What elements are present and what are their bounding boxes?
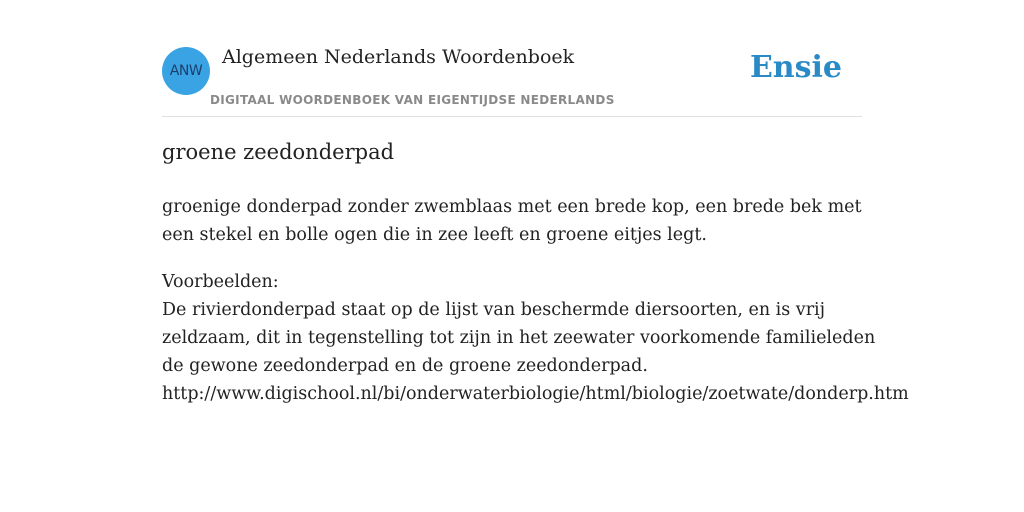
examples-label: Voorbeelden: (162, 272, 279, 292)
example-line: zeldzaam, dit in tegenstelling tot zijn in het zeewater voorkomende familieleden (162, 328, 876, 348)
site-header (162, 40, 862, 117)
site-subtitle: DIGITAAL WOORDENBOEK VAN EIGENTIJDSE NEDERLANDS (210, 93, 615, 107)
source-url: http://www.digischool.nl/bi/onderwaterbiologie/html/biologie/zoetwate/donderp.htm (162, 384, 909, 404)
definition-line: groenige donderpad zonder zwemblaas met een brede kop, een brede bek met (162, 197, 862, 217)
entry-examples (162, 268, 909, 408)
site-title[interactable]: Algemeen Nederlands Woordenboek (222, 46, 575, 68)
entry-title: groene zeedonderpad (162, 140, 395, 164)
anw-logo[interactable] (162, 47, 210, 95)
ensie-brand-link[interactable]: Ensie (749, 50, 842, 85)
example-line: de gewone zeedonderpad en de groene zeedonderpad. (162, 356, 648, 376)
logo-text: ANW (169, 63, 203, 79)
definition-line: een stekel en bolle ogen die in zee leeft en groene eitjes legt. (162, 225, 707, 245)
example-line: De rivierdonderpad staat op de lijst van beschermde diersoorten, en is vrij (162, 300, 826, 320)
entry-definition (162, 193, 862, 249)
